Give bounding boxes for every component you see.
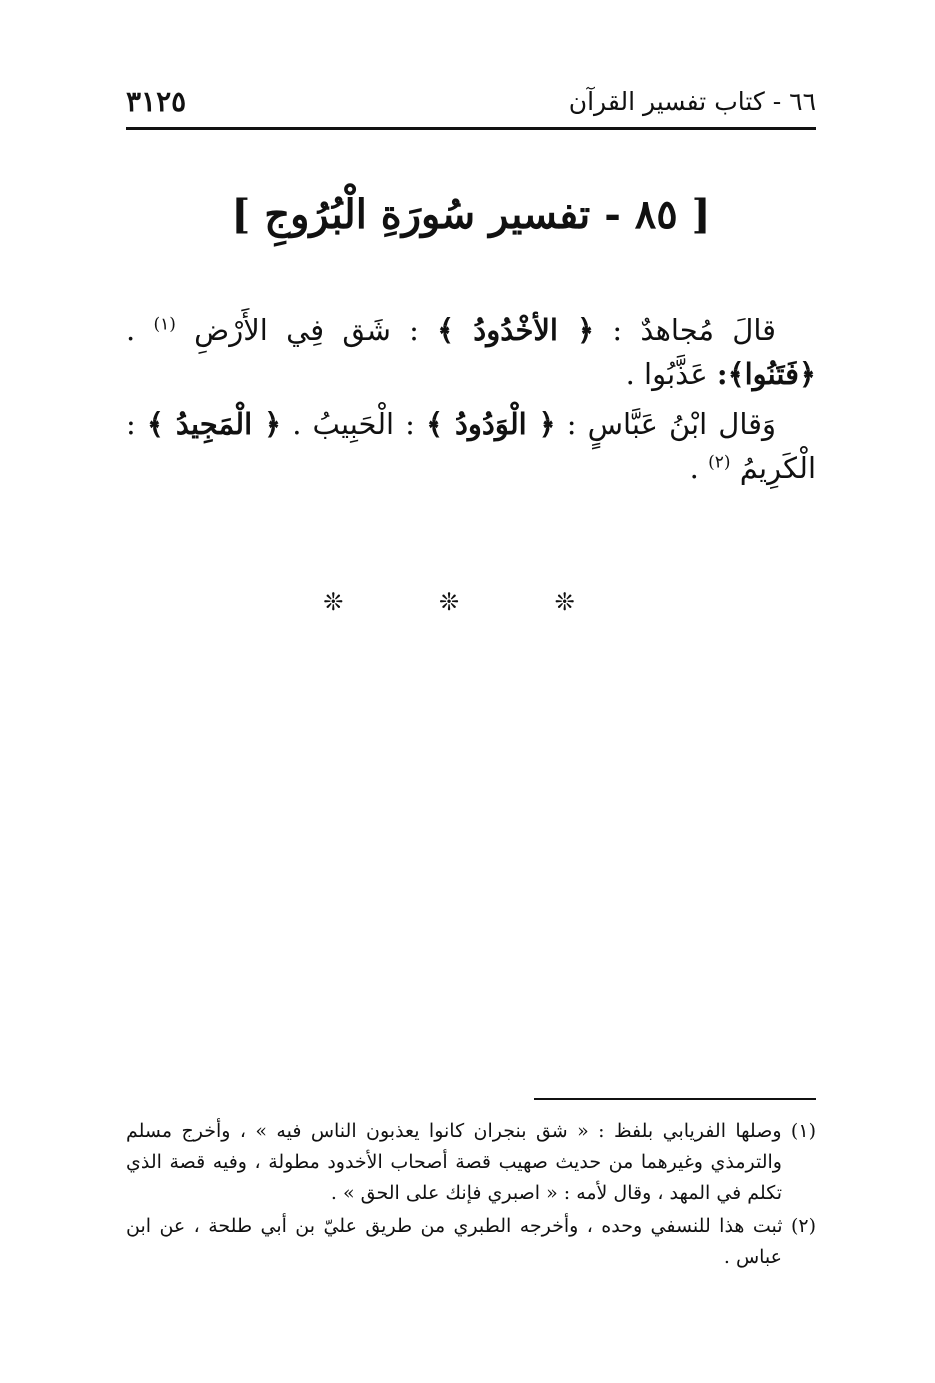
quran-term: ﴿ الأخْدُودُ ﴾: [437, 313, 595, 347]
footnote-2: (٢) ثبت هذا للنسفي وحده ، وأخرجه الطبري من طريق عليّ بن أبي طلحة ، عن ابن عباس .: [126, 1215, 816, 1268]
footnote-ref[interactable]: (٢): [708, 452, 731, 473]
page-header: [126, 84, 816, 124]
paragraph-ibn-abbas: [126, 402, 816, 490]
quran-term: ﴿فَتَنُوا﴾:: [716, 357, 816, 391]
paragraph-intro: قالَ مُجاهدٌ :: [612, 313, 777, 347]
header-rule: [126, 127, 816, 130]
running-title: ٦٦ - كتاب تفسير القرآن: [568, 87, 816, 116]
page-number: ٣١٢٥: [126, 85, 187, 118]
paragraph-intro: وَقال ابْنُ عَبَّاسٍ :: [566, 407, 777, 441]
sentence-end: .: [689, 451, 699, 485]
paragraph-mujahid: [126, 308, 816, 396]
main-text: [126, 308, 816, 496]
sentence-end: .: [126, 313, 136, 347]
chapter-heading: [ ٨٥ - تفسير سُورَةِ الْبُرُوجِ ]: [231, 191, 711, 238]
term-gloss: عَذَّبُوا .: [625, 357, 708, 391]
term-gloss: : شَق فِي الأَرْضِ: [194, 313, 419, 347]
term-gloss: : الْحَبِيبُ .: [292, 407, 415, 441]
section-separator: ❊ ❊ ❊: [323, 588, 619, 616]
footnotes: [126, 1116, 816, 1275]
footnote-rule: [534, 1098, 816, 1100]
quran-term: ﴿ الْوَدُودُ ﴾: [426, 407, 556, 441]
footnote-ref[interactable]: (١): [153, 314, 176, 335]
quran-term: ﴿ الْمَجِيدُ ﴾: [146, 407, 282, 441]
term-gloss: : الْكَرِيمُ: [126, 407, 816, 485]
footnote-1: (١) وصلها الفريابي بلفظ : « شق بنجران كانوا يعذبون الناس فيه » ، وأخرج مسلم والترمذي وغيرهما من حديث صهيب قصة أصحاب الأخدود مطولة ، وفيه قصة الذي تكلم في المهد ، وقال لأمه : « اصبري فإنك على الحق » .: [126, 1120, 816, 1204]
